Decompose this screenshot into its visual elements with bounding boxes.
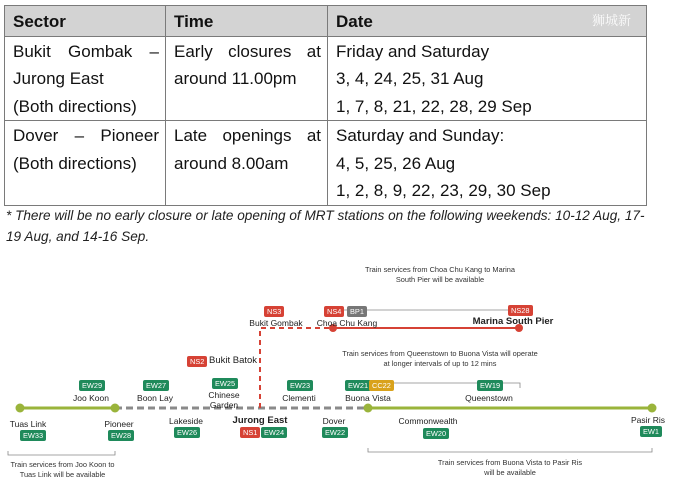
code-badge: NS1	[240, 427, 260, 438]
station-label: Pasir Ris	[630, 415, 666, 425]
header-time: Time	[166, 6, 328, 37]
date-line: 4, 5, 25, 26 Aug	[336, 153, 456, 173]
date-line: Saturday and Sunday:	[336, 126, 505, 145]
station-dot-pioneer	[111, 404, 120, 413]
station-dot-buona-vista	[364, 404, 373, 413]
sector-line: Jurong East	[13, 69, 104, 88]
sector-line: Dover – Pioneer	[13, 126, 159, 145]
note-line: Train services from Buona Vista to Pasir Ris	[437, 458, 583, 467]
schedule-table	[4, 5, 647, 206]
note-line: Tuas Link will be available	[19, 469, 106, 479]
date-line: 1, 2, 8, 9, 22, 23, 29, 30 Sep	[336, 181, 551, 200]
note-line: Train services from Choa Chu Kang to Marina	[364, 265, 516, 274]
note-bracket-left	[8, 451, 115, 455]
time-line: Late openings at	[174, 126, 321, 145]
station-label: Boon Lay	[137, 393, 173, 403]
station-label: Bukit Gombak	[249, 318, 303, 328]
date-cell	[328, 36, 647, 121]
code-badge: EW27	[143, 380, 169, 391]
station-label: Joo Koon	[73, 393, 109, 403]
sector-cell	[5, 36, 166, 121]
station-label-line: Chinese	[208, 390, 240, 400]
station-label: Buona Vista	[345, 393, 391, 403]
time-cell	[166, 121, 328, 206]
table-row	[5, 121, 647, 206]
note-buona-vista	[410, 458, 610, 477]
date-cell	[328, 121, 647, 206]
footnote: * There will be no early closure or late opening of MRT stations on the following weekends: 10-12 Aug, 17-19 Aug, and 14-16 Sep.	[6, 208, 645, 244]
date-line: 1, 7, 8, 21, 22, 28, 29 Sep	[336, 96, 532, 116]
time-line: around 11.00pm	[174, 69, 297, 88]
station-dot-pasir-ris	[648, 404, 657, 413]
sector-line: (Both directions)	[13, 96, 137, 116]
code-badge: CC22	[369, 380, 394, 391]
note-queenstown	[320, 349, 560, 368]
note-line: will be available	[484, 467, 536, 477]
station-label: Clementi	[282, 393, 316, 403]
station-label-line: Garden	[209, 400, 239, 410]
sector-line: (Both directions)	[13, 153, 137, 173]
code-badge: EW25	[212, 378, 238, 389]
station-label: Tuas Link	[9, 419, 47, 429]
note-bracket-right	[368, 448, 652, 452]
code-badge: EW29	[79, 380, 105, 391]
station-label: Jurong East	[232, 415, 288, 426]
note-line: Train services from Queenstown to Buona Vista will operate	[342, 349, 538, 358]
mrt-map	[0, 255, 674, 496]
code-badge: EW26	[174, 427, 200, 438]
code-badge: BP1	[347, 306, 367, 317]
code-badge: EW23	[287, 380, 313, 391]
station-label: Choa Chu Kang	[316, 318, 378, 328]
date-line: Friday and Saturday	[336, 41, 490, 61]
table-row	[5, 36, 647, 121]
code-badge: EW22	[322, 427, 348, 438]
station-label: Marina South Pier	[472, 316, 554, 327]
code-badge: EW33	[20, 430, 46, 441]
station-label	[208, 390, 239, 410]
watermark: 狮城新	[592, 14, 632, 29]
note-line: South Pier will be available	[395, 274, 485, 284]
station-label: Dover	[322, 416, 346, 426]
code-badge: EW21	[345, 380, 371, 391]
code-badge: EW28	[108, 430, 134, 441]
note-line: Train services from Joo Koon to	[10, 460, 115, 469]
station-dot-tuas-link	[16, 404, 25, 413]
station-label: Queenstown	[465, 393, 513, 403]
time-cell	[166, 36, 328, 121]
code-badge: EW20	[423, 428, 449, 439]
code-badge: EW24	[261, 427, 287, 438]
time-line: Early closures at	[174, 41, 321, 61]
station-label: Bukit Batok	[209, 355, 258, 366]
code-badge: NS3	[264, 306, 284, 317]
sector-cell	[5, 121, 166, 206]
code-badge: NS28	[508, 305, 533, 316]
table-header-row	[5, 6, 647, 37]
station-label: Lakeside	[168, 416, 204, 426]
code-badge: NS4	[324, 306, 344, 317]
code-badge: NS2	[187, 356, 207, 367]
header-date: Date	[328, 6, 647, 37]
date-line: 3, 4, 24, 25, 31 Aug	[336, 69, 484, 88]
note-joo-koon	[0, 460, 125, 479]
station-label: Pioneer	[104, 419, 134, 429]
header-sector: Sector	[5, 6, 166, 37]
note-choa-chu-kang	[345, 265, 535, 284]
code-badge: EW19	[477, 380, 503, 391]
note-line: at longer intervals of up to 12 mins	[383, 358, 497, 368]
time-line: around 8.00am	[174, 153, 289, 173]
station-label: Commonwealth	[398, 416, 458, 426]
sector-line: Bukit Gombak –	[13, 41, 159, 61]
code-badge: EW1	[640, 426, 662, 437]
